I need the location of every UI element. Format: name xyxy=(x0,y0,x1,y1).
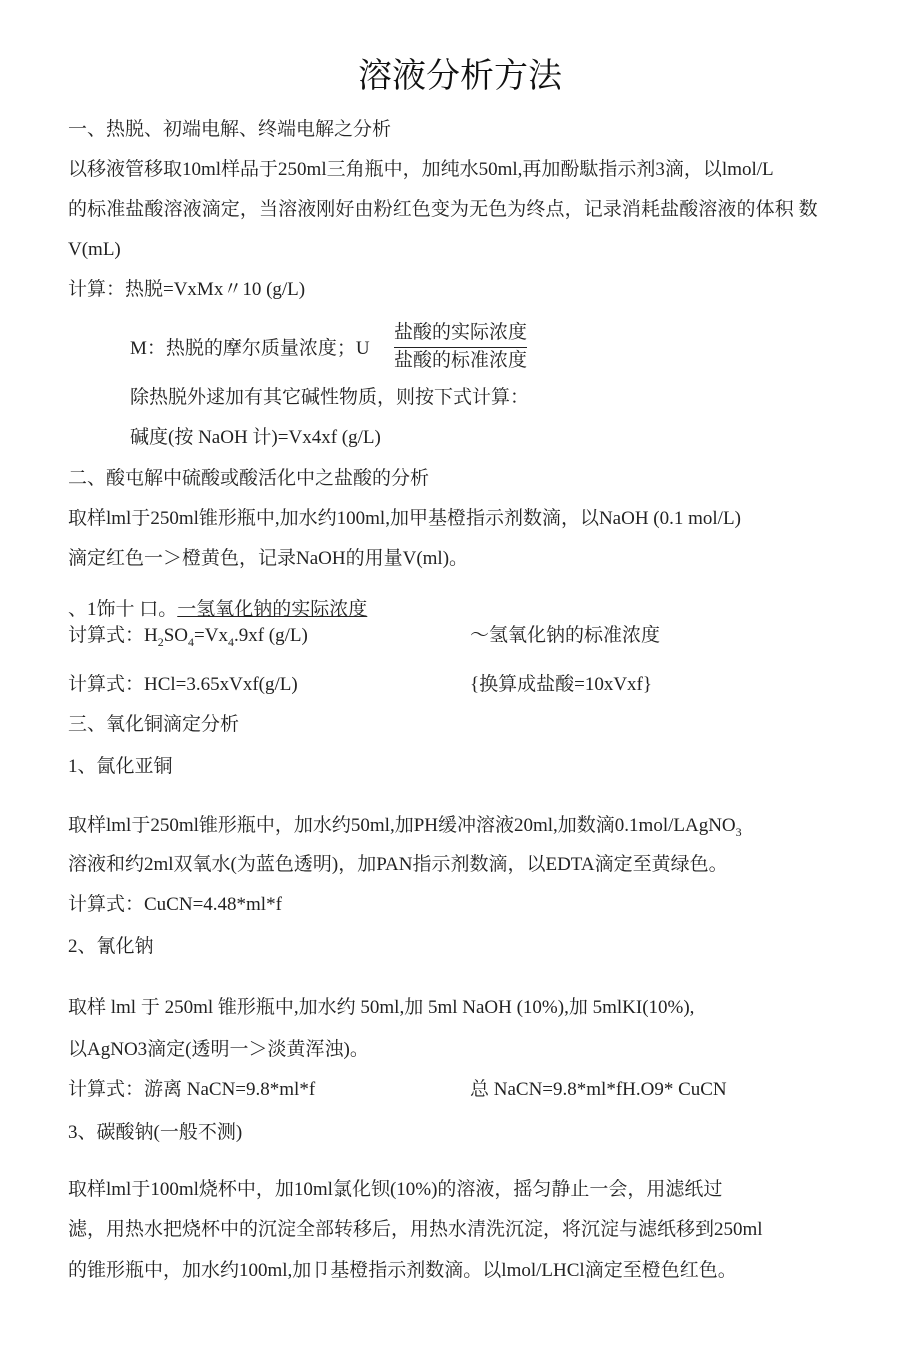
formula-part: 讨算式：H xyxy=(68,625,158,646)
paragraph-text: 取样lml于250ml锥形瓶中，加水约50ml,加PH缓冲溶液20ml,加数滴0.1mol/LAgNO xyxy=(68,815,736,836)
formula: 计算式：游离 NaCN=9.8*ml*f xyxy=(68,1079,316,1100)
formula-part: .9xf (g/L) xyxy=(233,625,308,646)
paragraph: 滤，用热水把烧杯中的沉淀全部转移后，用热水清洗沉淀，将沉淀与滤纸移到250ml xyxy=(68,1219,763,1240)
subscript: 4 xyxy=(227,634,234,649)
formula: 计算：热脱=VxMx〃10 (g/L) xyxy=(68,279,306,300)
subscript: 4 xyxy=(188,634,195,649)
paragraph: 以移液管移取10ml样品于250ml三角瓶中，加纯水50ml,再加酚駄指示剂3滴，以lmol/L xyxy=(68,159,774,180)
formula: 计算式：HCl=3.65xVxf(g/L) xyxy=(68,674,298,695)
paragraph: 除热脱外逑加有其它碱性物质，则按下式计算： xyxy=(130,387,530,408)
formula: 总 NaCN=9.8*ml*fH.O9* CuCN xyxy=(470,1079,727,1100)
formula-part: =Vx xyxy=(194,625,228,646)
paragraph: 的标准盐酸溶液滴定，当溶液刚好由粉红色变为无色为终点，记录消耗盐酸溶液的体积 数 xyxy=(68,199,818,220)
formula-fraction-top xyxy=(68,598,367,622)
paragraph: 取样 lml 于 250ml 锥形瓶中,加水约 50ml,加 5ml NaOH (10%),加 5mlKI(10%), xyxy=(68,997,695,1018)
subsection-heading: 1、氤化亚铜 xyxy=(68,756,173,777)
formula-definition: M：热脱的摩尔质量浓度；U xyxy=(130,338,370,359)
paragraph: 取样lml于100ml烧杯中，加10ml氯化钡(10%)的溶液，摇匀静止一会，用滤纸过 xyxy=(68,1179,723,1200)
fraction-denominator: 盐酸的标准浓度 xyxy=(394,350,528,371)
section-2-heading: 二、酸屯解中硫酸或酸活化中之盐酸的分析 xyxy=(68,468,430,489)
paragraph: 取样lml于250ml锥形瓶中,加水约100ml,加甲基橙指示剂数滴，以NaOH (0.1 mol/L) xyxy=(68,508,741,529)
formula xyxy=(68,624,308,648)
fraction-prefix: 、1饰十 口。 xyxy=(68,599,178,620)
subsection-heading: 2、氰化钠 xyxy=(68,936,154,957)
section-1-heading: 一、热脱、初端电解、终端电解之分析 xyxy=(68,119,392,140)
formula-part: SO xyxy=(163,625,189,646)
section-3-heading: 三、氧化铜滴定分析 xyxy=(68,714,240,735)
formula-note: {换算成盐酸=10xVxf} xyxy=(470,674,653,695)
paragraph: 的锥形瓶中，加水约100ml,加卩基橙指示剂数滴。以lmol/LHCl滴定至橙色红色。 xyxy=(68,1260,737,1281)
formula: 计算式：CuCN=4.48*ml*f xyxy=(68,894,282,915)
fraction-numerator: 一氢氧化钠的实际浓度 xyxy=(177,599,368,620)
subscript: 2 xyxy=(157,634,164,649)
fraction xyxy=(394,320,527,374)
formula: 碱度(按 NaOH 计)=Vx4xf (g/L) xyxy=(130,427,381,448)
fraction-denominator: ～氢氧化钠的标准浓度 xyxy=(470,625,661,646)
paragraph: V(mL) xyxy=(68,239,121,260)
paragraph: 溶液和约2ml双氧水(为蓝色透明)，加PAN指示剂数滴，以EDTA滴定至黄绿色。 xyxy=(68,854,728,875)
paragraph: 以AgNO3滴定(透明一＞淡黄浑浊)。 xyxy=(68,1039,369,1060)
paragraph xyxy=(68,814,742,838)
page-title: 溶液分析方法 xyxy=(358,58,562,95)
fraction-numerator: 盐酸的实际浓度 xyxy=(394,320,527,348)
subsection-heading: 3、碳酸钠(一般不测) xyxy=(68,1122,243,1143)
subscript: 3 xyxy=(735,824,742,839)
paragraph: 滴定红色一＞橙黄色，记录NaOH的用量V(ml)。 xyxy=(68,548,469,569)
